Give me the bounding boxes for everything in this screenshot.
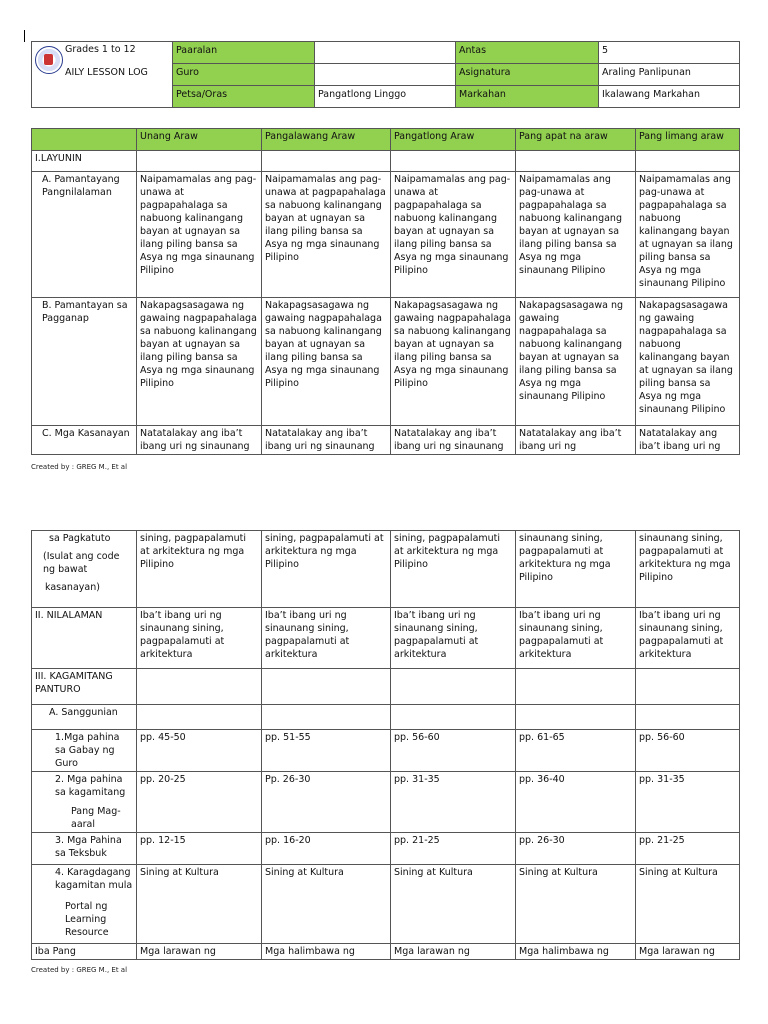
quarter-label: Markahan xyxy=(456,86,599,108)
table-cell[interactable] xyxy=(137,669,262,705)
row-label xyxy=(32,944,137,960)
teacher-label: Guro xyxy=(173,64,315,86)
table-cell[interactable]: sinaunang sining, pagpapalamuti at arkitektura ng mga Pilipino xyxy=(516,531,636,608)
table-cell[interactable]: pp. 36-40 xyxy=(516,772,636,833)
table-cell[interactable]: pp. 56-60 xyxy=(636,730,740,772)
table-cell[interactable]: Natatalakay ang iba’t ibang uri ng xyxy=(636,426,740,455)
table-cell[interactable]: Mga larawan ng xyxy=(391,944,516,960)
row-label xyxy=(32,772,137,833)
table-cell[interactable] xyxy=(636,669,740,705)
day-header-row xyxy=(32,129,740,151)
table-cell[interactable]: Nakapagsasagawa ng gawaing nagpapahalaga sa nabuong kalinangang bayan at ugnayan sa ilang piling bansa sa Asya ng mga sinaunang Pilipino xyxy=(137,298,262,426)
table-cell[interactable]: Natatalakay ang iba’t ibang uri ng sinaunang xyxy=(262,426,391,455)
row-label: I.LAYUNIN xyxy=(32,151,137,172)
table-row xyxy=(32,730,740,772)
table-cell[interactable]: Mga halimbawa ng xyxy=(516,944,636,960)
table-cell[interactable] xyxy=(516,151,636,172)
table-cell[interactable]: Natatalakay ang iba’t ibang uri ng xyxy=(516,426,636,455)
row-label-line: Pang Mag-aaral xyxy=(71,806,121,830)
table-cell[interactable]: pp. 21-25 xyxy=(636,833,740,865)
row-label: B. Pamantayan sa Pagganap xyxy=(32,298,137,426)
row-label-line: III. KAGAMITANG PANTURO xyxy=(35,671,113,695)
school-value[interactable] xyxy=(315,42,456,64)
table-cell[interactable]: Nakapagsasagawa ng gawaing nagpapahalaga sa nabuong kalinangang bayan at ugnayan sa ilang piling bansa sa Asya ng mga sinaunang Pilipino xyxy=(516,298,636,426)
table-cell[interactable]: Iba’t ibang uri ng sinaunang sining, pagpapalamuti at arkitektura xyxy=(636,608,740,669)
table-row xyxy=(32,705,740,730)
table-cell[interactable]: Mga larawan ng xyxy=(137,944,262,960)
table-row xyxy=(32,865,740,944)
row-label-line: Iba Pang xyxy=(35,946,76,957)
day-header: Pang apat na araw xyxy=(516,129,636,151)
table-row xyxy=(32,426,740,455)
table-cell[interactable]: Mga larawan ng xyxy=(636,944,740,960)
row-label-line: (Isulat ang code ng bawat xyxy=(43,551,120,575)
table-cell[interactable]: Naipamamalas ang pag-unawa at pagpapahalaga sa nabuong kalinangang bayan at ugnayan sa ilang piling bansa sa Asya ng mga sinaunang Pilipino xyxy=(262,172,391,298)
row-label xyxy=(32,669,137,705)
table-cell[interactable]: pp. 31-35 xyxy=(636,772,740,833)
row-label-line: sa Pagkatuto xyxy=(49,533,111,544)
day-header: Pangatlong Araw xyxy=(391,129,516,151)
table-cell[interactable] xyxy=(137,151,262,172)
table-cell[interactable] xyxy=(636,705,740,730)
table-cell[interactable]: Nakapagsasagawa ng gawaing nagpapahalaga sa nabuong kalinangang bayan at ugnayan sa ilang piling bansa sa Asya ng mga sinaunang Pilipino xyxy=(391,298,516,426)
row-label-line: 2. Mga pahina sa kagamitang xyxy=(55,774,126,798)
day-header: Pangalawang Araw xyxy=(262,129,391,151)
day-header: Unang Araw xyxy=(137,129,262,151)
table-cell[interactable]: sining, pagpapalamuti at arkitektura ng mga Pilipino xyxy=(137,531,262,608)
table-cell[interactable]: Pp. 26-30 xyxy=(262,772,391,833)
table-cell[interactable]: pp. 56-60 xyxy=(391,730,516,772)
row-label xyxy=(32,833,137,865)
subject-label: Asignatura xyxy=(456,64,599,86)
table-cell[interactable]: Natatalakay ang iba’t ibang uri ng sinaunang xyxy=(137,426,262,455)
table-row xyxy=(32,833,740,865)
school-label: Paaralan xyxy=(173,42,315,64)
row-label xyxy=(32,531,137,608)
table-row xyxy=(32,531,740,608)
lesson-table-page-2 xyxy=(31,530,740,960)
teacher-value[interactable] xyxy=(315,64,456,86)
table-cell[interactable]: Iba’t ibang uri ng sinaunang sining, pagpapalamuti at arkitektura xyxy=(262,608,391,669)
table-cell[interactable] xyxy=(262,669,391,705)
table-row xyxy=(32,772,740,833)
table-cell[interactable]: Sining at Kultura xyxy=(636,865,740,944)
table-cell[interactable]: Iba’t ibang uri ng sinaunang sining, pagpapalamuti at arkitektura xyxy=(391,608,516,669)
table-cell[interactable] xyxy=(636,151,740,172)
row-label-line: 3. Mga Pahina sa Teksbuk xyxy=(55,835,122,859)
table-cell[interactable]: Sining at Kultura xyxy=(137,865,262,944)
table-row xyxy=(32,944,740,960)
text-cursor xyxy=(24,30,25,42)
table-cell[interactable] xyxy=(262,705,391,730)
table-cell[interactable]: pp. 12-15 xyxy=(137,833,262,865)
table-cell[interactable]: Mga halimbawa ng xyxy=(262,944,391,960)
table-row xyxy=(32,172,740,298)
table-cell[interactable] xyxy=(391,705,516,730)
logo-cell xyxy=(32,42,173,108)
date-label: Petsa/Oras xyxy=(173,86,315,108)
deped-seal-icon xyxy=(35,46,63,74)
date-value[interactable]: Pangatlong Linggo xyxy=(315,86,456,108)
corner-cell xyxy=(32,129,137,151)
table-cell[interactable]: pp. 26-30 xyxy=(516,833,636,865)
table-cell[interactable]: pp. 31-35 xyxy=(391,772,516,833)
row-label: A. Pamantayang Pangnilalaman xyxy=(32,172,137,298)
row-label-line: A. Sanggunian xyxy=(49,707,118,718)
table-cell[interactable]: pp. 16-20 xyxy=(262,833,391,865)
table-row xyxy=(32,298,740,426)
table-row xyxy=(32,608,740,669)
table-cell[interactable]: pp. 20-25 xyxy=(137,772,262,833)
table-cell[interactable]: sinaunang sining, pagpapalamuti at arkitektura ng mga Pilipino xyxy=(636,531,740,608)
grade-level-label: Antas xyxy=(456,42,599,64)
table-cell[interactable]: Nakapagsasagawa ng gawaing nagpapahalaga sa nabuong kalinangang bayan at ugnayan sa ilang piling bansa sa Asya ng mga sinaunang Pilipino xyxy=(262,298,391,426)
table-cell[interactable] xyxy=(262,151,391,172)
page-footer: Created by : GREG M., Et al xyxy=(31,966,128,974)
table-cell[interactable]: Naipamamalas ang pag-unawa at pagpapahalaga sa nabuong kalinangang bayan at ugnayan sa ilang piling bansa sa Asya ng mga sinaunang Pilipino xyxy=(636,172,740,298)
row-label-line: II. NILALAMAN xyxy=(35,610,103,621)
lesson-log-label: AILY LESSON LOG xyxy=(65,67,148,78)
row-label-line: 1.Mga pahina sa Gabay ng Guro xyxy=(55,732,120,769)
table-cell[interactable]: sining, pagpapalamuti at arkitektura ng mga Pilipino xyxy=(262,531,391,608)
table-cell[interactable]: pp. 21-25 xyxy=(391,833,516,865)
table-cell[interactable]: pp. 45-50 xyxy=(137,730,262,772)
table-cell[interactable]: Nakapagsasagawa ng gawaing nagpapahalaga sa nabuong kalinangang bayan at ugnayan sa ilang piling bansa sa Asya ng mga sinaunang Pilipino xyxy=(636,298,740,426)
table-cell[interactable]: Iba’t ibang uri ng sinaunang sining, pagpapalamuti at arkitektura xyxy=(137,608,262,669)
page-footer: Created by : GREG M., Et al xyxy=(31,463,128,471)
quarter-value[interactable]: Ikalawang Markahan xyxy=(599,86,740,108)
table-cell[interactable]: Sining at Kultura xyxy=(391,865,516,944)
subject-value[interactable]: Araling Panlipunan xyxy=(599,64,740,86)
table-row xyxy=(32,151,740,172)
table-cell[interactable]: Natatalakay ang iba’t ibang uri ng sinaunang xyxy=(391,426,516,455)
table-cell[interactable]: Naipamamalas ang pag-unawa at pagpapahalaga sa nabuong kalinangang bayan at ugnayan sa ilang piling bansa sa Asya ng mga sinaunang Pilipino xyxy=(391,172,516,298)
row-label xyxy=(32,865,137,944)
row-label xyxy=(32,608,137,669)
table-cell[interactable]: pp. 51-55 xyxy=(262,730,391,772)
table-cell[interactable]: Sining at Kultura xyxy=(516,865,636,944)
table-cell[interactable]: Iba’t ibang uri ng sinaunang sining, pagpapalamuti at arkitektura xyxy=(516,608,636,669)
header-table xyxy=(31,41,740,108)
row-label: C. Mga Kasanayan xyxy=(32,426,137,455)
table-cell[interactable] xyxy=(516,669,636,705)
table-cell[interactable]: Naipamamalas ang pag-unawa at pagpapahalaga sa nabuong kalinangang bayan at ugnayan sa ilang piling bansa sa Asya ng mga sinaunang Pilipino xyxy=(137,172,262,298)
lesson-table-page-1 xyxy=(31,128,740,455)
table-cell[interactable]: sining, pagpapalamuti at arkitektura ng mga Pilipino xyxy=(391,531,516,608)
day-header: Pang limang araw xyxy=(636,129,740,151)
row-label-line: 4. Karagdagang kagamitan mula xyxy=(55,867,133,891)
row-label xyxy=(32,730,137,772)
row-label-line: Portal ng Learning Resource xyxy=(65,901,109,938)
table-cell[interactable]: Naipamamalas ang pag-unawa at pagpapahalaga sa nabuong kalinangang bayan at ugnayan sa ilang piling bansa sa Asya ng mga sinaunang Pilipino xyxy=(516,172,636,298)
table-cell[interactable] xyxy=(137,705,262,730)
table-cell[interactable] xyxy=(391,669,516,705)
row-label xyxy=(32,705,137,730)
table-cell[interactable]: pp. 61-65 xyxy=(516,730,636,772)
table-cell[interactable] xyxy=(516,705,636,730)
grades-label: Grades 1 to 12 xyxy=(65,44,136,55)
grade-level-value[interactable]: 5 xyxy=(599,42,740,64)
table-row xyxy=(32,669,740,705)
table-cell[interactable] xyxy=(391,151,516,172)
row-label-line: kasanayan) xyxy=(45,582,100,593)
table-cell[interactable]: Sining at Kultura xyxy=(262,865,391,944)
